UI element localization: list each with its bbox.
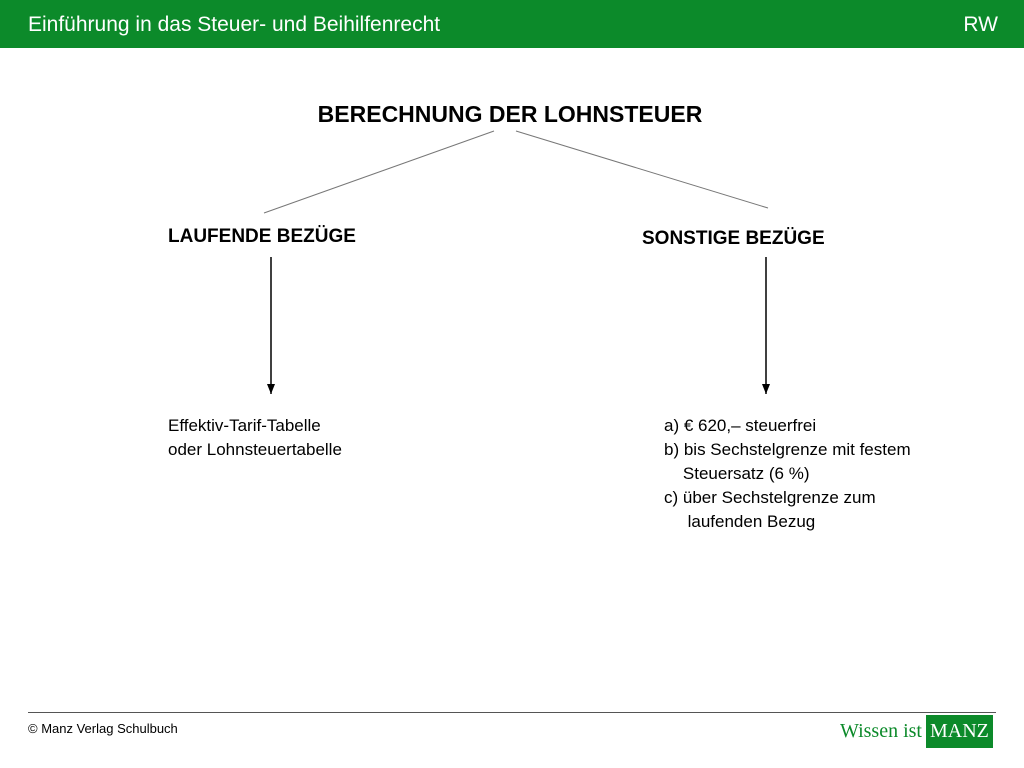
connector-line-left (264, 131, 494, 213)
arrowhead-left (267, 384, 275, 394)
branch-label-laufende: LAUFENDE BEZÜGE (168, 226, 356, 247)
branch-label-sonstige: SONSTIGE BEZÜGE (642, 228, 825, 249)
slide-header-code: RW (963, 13, 998, 36)
logo-box: MANZ (926, 715, 993, 748)
logo-text: Wissen ist (840, 720, 922, 742)
arrowhead-right (762, 384, 770, 394)
connector-line-right (516, 131, 768, 208)
branch-description-laufende: Effektiv-Tarif-Tabelle oder Lohnsteuertabelle (168, 416, 342, 459)
footer-divider (28, 712, 996, 713)
publisher-logo (840, 715, 993, 748)
slide-header-title: Einführung in das Steuer- und Beihilfenrecht (28, 13, 441, 36)
branch-description-sonstige: a) € 620,– steuerfrei b) bis Sechstelgrenze mit festem Steuersatz (6 %) c) über Sechstelgrenze zum laufenden Bezug (664, 416, 911, 531)
footer-copyright: © Manz Verlag Schulbuch (28, 721, 178, 736)
diagram-title-text: BERECHNUNG DER LOHNSTEUER (317, 101, 703, 127)
